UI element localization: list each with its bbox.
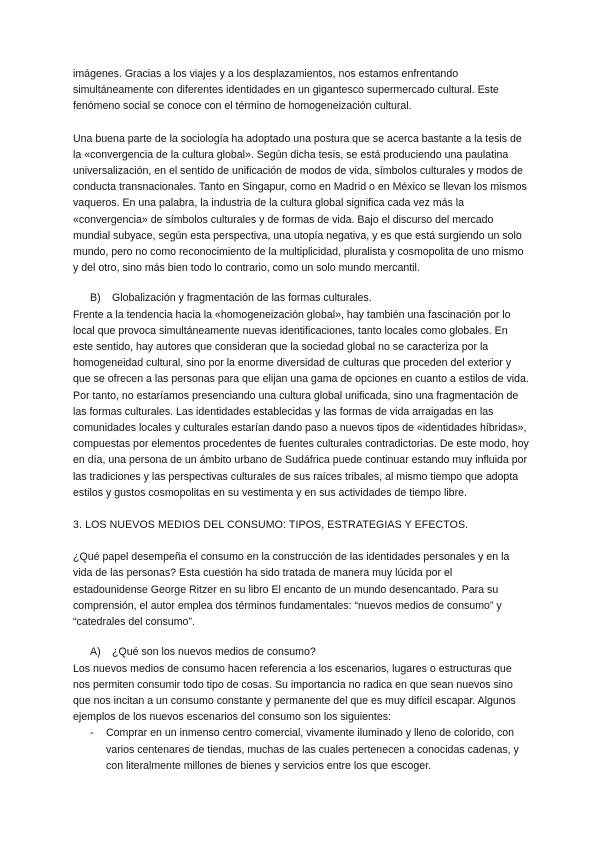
subheading-marker: A) — [90, 646, 101, 659]
bullet-dash: - — [90, 727, 94, 740]
paragraph-new-means-definition: Los nuevos medios de consumo hacen referencia a los escenarios, lugares o estructuras que nos permiten consumir todo tipo de cosas. Su importancia no radica en que sean nuevos sino que nos incitan a un consumo constante y permanente del que es muy difícil escapar. Algunos ejemplos de los nuevos escenarios del consumo son los siguientes: — [73, 662, 516, 724]
paragraph-cultural-fragmentation: Frente a la tendencia hacia la «homogeneización global», hay también una fascinación por lo local que provoca simultáneamente nuevas identificaciones, tanto locales como globales. En este sentido, hay autores que consideran que la sociedad global no se caracteriza por la homogeneidad cultural, sino por la enorme diversidad de culturas que proceden del exterior y que se ofrecen a las personas para que elijan una gama de opciones en cuanto a estilos de vida. Por tanto, no estaríamos presenciando una cultura global unificada, sino una fragmentación de las formas culturales. Las identidades establecidas y las formas de vida arraigadas en las comunidades locales y culturales estarían dando paso a nuevos tipos de «identidades híbridas», compuestas por elementos procedentes de fuentes culturales contradictorias. De este modo, hoy en día, una persona de un ámbito urbano de Sudáfrica puede continuar estando muy influida por las tradiciones y las perspectivas culturales de sus raíces tribales, al mismo tiempo que adopta estilos y gustos cosmopolitas en su vestimenta y en sus actividades de tiempo libre. — [73, 308, 529, 499]
subheading-marker: B) — [90, 292, 101, 305]
subheading-title: Globalización y fragmentación de las formas culturales. — [112, 292, 372, 305]
document-body — [73, 66, 529, 774]
paragraph-global-convergence: Una buena parte de la sociología ha adoptado una postura que se acerca bastante a la tesis de la «convergencia de la cultura global». Según dicha tesis, se está produciendo una paulatina universalización, en el sentido de unificación de modos de vida, símbolos culturales y modos de conducta transnacionales. Tanto en Singapur, como en Madrid o en México se llevan los mismos vaqueros. En una palabra, la industria de la cultura global significa cada vez más la «convergencia» de símbolos culturales y de formas de vida. Bajo el discurso del mercado mundial subyace, según esta perspectiva, una utopía negativa, y es que está surgiendo un solo mundo, pero no como reconocimiento de la multiplicidad, pluralista y cosmopolita de uno mismo y del otro, sino más bien todo lo contrario, como un solo mundo mercantil. — [73, 132, 527, 275]
paragraph-ritzer-question: ¿Qué papel desempeña el consumo en la construcción de las identidades personales y en la vida de las personas? Esta cuestión ha sido tratada de manera muy lúcida por el estadounidense George Ritzer en su libro El encanto de un mundo desencantado. Para su comprensión, el autor emplea dos términos fundamentales: “nuevos medios de consumo” y “catedrales del consumo”. — [73, 551, 510, 629]
paragraph-homogenization-intro: imágenes. Gracias a los viajes y a los desplazamientos, nos estamos enfrentando simultáneamente con diferentes identidades en un gigantesco supermercado cultural. Este fenómeno social se conoce con el término de homogeneización cultural. — [73, 68, 499, 113]
subheading-title: ¿Qué son los nuevos medios de consumo? — [112, 646, 316, 659]
subheading-what-are-new-means — [73, 644, 529, 660]
list-item — [73, 725, 529, 774]
subheading-globalization-fragmentation — [73, 290, 529, 306]
section-heading-new-consumption-means: 3. LOS NUEVOS MEDIOS DEL CONSUMO: TIPOS, ESTRATEGIAS Y EFECTOS. — [73, 519, 469, 532]
list-item-text: Comprar en un inmenso centro comercial, vivamente iluminado y lleno de colorido, con varios centenares de tiendas, muchas de las cuales pertenecen a conocidas cadenas, y con literalmente millones de bienes y servicios entre los que escoger. — [106, 727, 519, 772]
